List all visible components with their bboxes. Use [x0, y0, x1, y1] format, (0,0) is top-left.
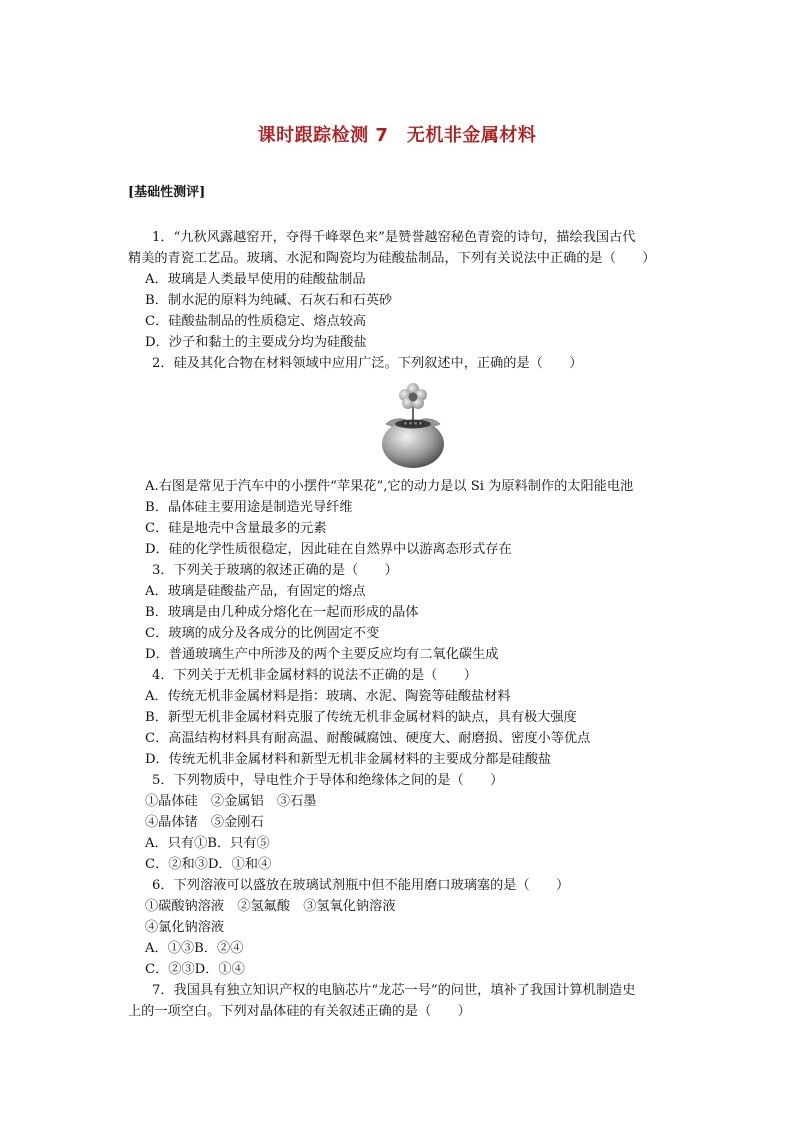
q5-stem: 5．下列物质中，导电性介于导体和绝缘体之间的是（ ）	[152, 773, 504, 788]
q5-options-cd: C．②和③D．①和④	[145, 857, 272, 872]
q6-items-line1: ①碳酸钠溶液 ②氢氟酸 ③氢氧化钠溶液	[145, 899, 396, 914]
q4-option-b: B．新型无机非金属材料克服了传统无机非金属材料的缺点，具有极大强度	[145, 710, 577, 725]
q4-option-a: A．传统无机非金属材料是指：玻璃、水泥、陶瓷等硅酸盐材料	[145, 689, 511, 704]
page-title: 课时跟踪检测 7 无机非金属材料	[257, 125, 537, 146]
q7-stem-line1: 7．我国具有独立知识产权的电脑芯片“龙芯一号”的问世，填补了我国计算机制造史	[152, 983, 636, 998]
q6-options-ab: A．①③B．②④	[145, 941, 244, 956]
q5-items-line2: ④晶体锗 ⑤金刚石	[145, 815, 264, 830]
q6-options-cd: C．②③D．①④	[145, 962, 245, 977]
q3-option-a: A．玻璃是硅酸盐产品，有固定的熔点	[145, 584, 366, 599]
q1-option-b: B．制水泥的原料为纯碱、石灰石和石英砂	[145, 293, 393, 308]
apple-flower-icon	[368, 380, 458, 470]
q1-option-d: D．沙子和黏土的主要成分均为硅酸盐	[145, 335, 367, 350]
q2-option-a: A.右图是常见于汽车中的小摆件“苹果花”,它的动力是以 Si 为原料制作的太阳能电池	[145, 479, 634, 494]
q6-items-line2: ④氯化钠溶液	[145, 920, 225, 935]
q1-stem-line2: 精美的青瓷工艺品。玻璃、水泥和陶瓷均为硅酸盐制品，下列有关说法中正确的是（ ）	[128, 251, 656, 266]
q2-stem: 2．硅及其化合物在材料领域中应用广泛。下列叙述中，正确的是（ ）	[152, 356, 583, 371]
section-heading: [基础性测评]	[128, 185, 206, 200]
q7-stem-line2: 上的一项空白。下列对晶体硅的有关叙述正确的是（ ）	[128, 1004, 471, 1019]
q4-option-c: C．高温结构材料具有耐高温、耐酸碱腐蚀、硬度大、耐磨损、密度小等优点	[145, 731, 591, 746]
q2-option-c: C．硅是地壳中含量最多的元素	[145, 521, 327, 536]
q3-stem: 3．下列关于玻璃的叙述正确的是（ ）	[152, 563, 398, 578]
q5-items-line1: ①晶体硅 ②金属铝 ③石墨	[145, 794, 317, 809]
q2-option-d: D．硅的化学性质很稳定，因此硅在自然界中以游离态形式存在	[145, 542, 512, 557]
q2-option-b: B．晶体硅主要用途是制造光导纤维	[145, 500, 353, 515]
q1-option-a: A．玻璃是人类最早使用的硅酸盐制品	[145, 272, 366, 287]
q6-stem: 6．下列溶液可以盛放在玻璃试剂瓶中但不能用磨口玻璃塞的是（ ）	[152, 878, 570, 893]
q4-option-d: D．传统无机非金属材料和新型无机非金属材料的主要成分都是硅酸盐	[145, 752, 552, 767]
q3-option-b: B．玻璃是由几种成分熔化在一起而形成的晶体	[145, 605, 419, 620]
question-list	[128, 227, 680, 1022]
q3-option-d: D．普通玻璃生产中所涉及的两个主要反应均有二氧化碳生成	[145, 647, 499, 662]
q1-option-c: C．硅酸盐制品的性质稳定、熔点较高	[145, 314, 367, 329]
q3-option-c: C．玻璃的成分及各成分的比例固定不变	[145, 626, 380, 641]
q1-stem-line1: 1．“九秋风露越窑开，夺得千峰翠色来”是赞誉越窑秘色青瓷的诗句，描绘我国古代	[152, 230, 636, 245]
apple-flower-figure	[145, 374, 680, 476]
q5-options-ab: A．只有①B．只有⑤	[145, 836, 270, 851]
q4-stem: 4．下列关于无机非金属材料的说法不正确的是（ ）	[152, 668, 477, 683]
